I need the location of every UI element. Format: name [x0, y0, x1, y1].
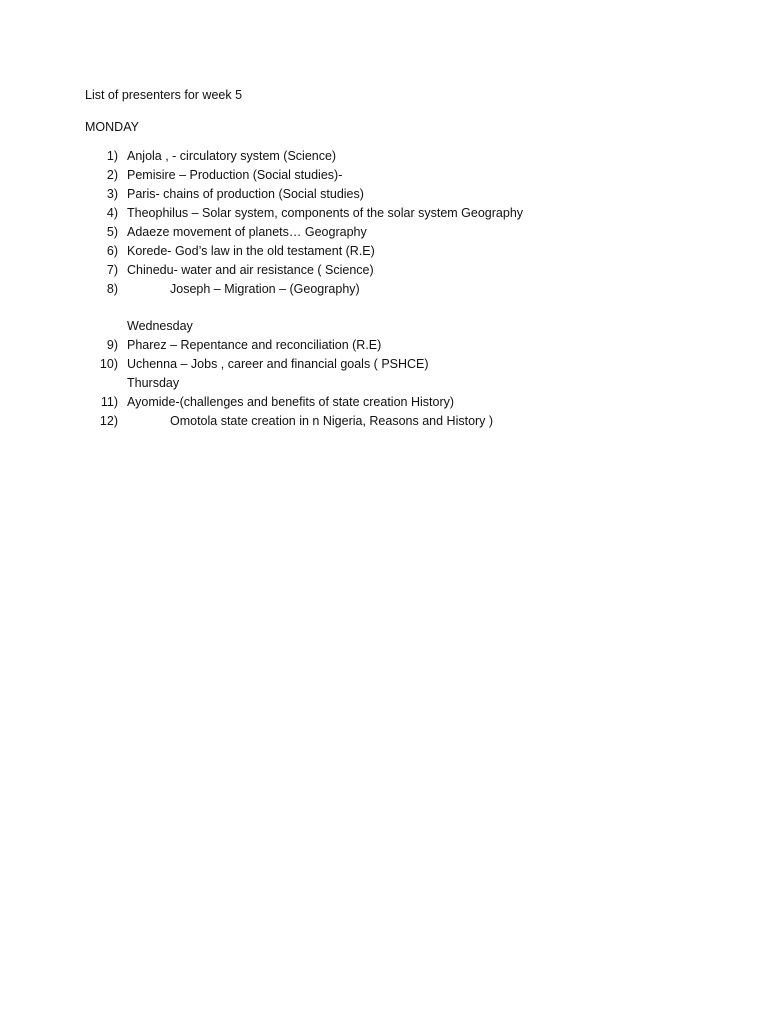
list-item-number: 10) [99, 357, 118, 371]
list-item-text: Theophilus – Solar system, components of the solar system Geography [127, 206, 524, 220]
list-item-number: 7) [106, 263, 118, 277]
list-item-text: Omotola state creation in n Nigeria, Reasons and History ) [170, 414, 494, 428]
list-item-number: 12) [99, 414, 118, 428]
thursday-heading: Thursday [127, 376, 180, 390]
list-item-number: 2) [106, 168, 118, 182]
list-item-number: 4) [106, 206, 118, 220]
list-item-text: Paris- chains of production (Social studies) [127, 187, 364, 201]
list-item-text: Pharez – Repentance and reconciliation (R.E) [127, 338, 382, 352]
list-item-text: Korede- God’s law in the old testament (R.E) [127, 244, 375, 258]
monday-heading: MONDAY [85, 120, 139, 134]
list-item-text: Uchenna – Jobs , career and financial goals ( PSHCE) [127, 357, 429, 371]
list-item-number: 6) [106, 244, 118, 258]
list-item-text: Adaeze movement of planets… Geography [127, 225, 367, 239]
list-item-number: 3) [106, 187, 118, 201]
list-item-text: Pemisire – Production (Social studies)- [127, 168, 343, 182]
list-item-text: Ayomide-(challenges and benefits of state creation History) [127, 395, 455, 409]
list-item-number: 11) [100, 395, 118, 409]
list-item-number: 8) [106, 282, 118, 296]
wednesday-heading: Wednesday [127, 319, 193, 333]
document-title: List of presenters for week 5 [85, 88, 243, 102]
list-item-number: 1) [106, 149, 118, 163]
list-item-number: 5) [106, 225, 118, 239]
list-item-text: Anjola , - circulatory system (Science) [127, 149, 337, 163]
list-item-number: 9) [106, 338, 118, 352]
list-item-text: Joseph – Migration – (Geography) [170, 282, 360, 296]
list-item-text: Chinedu- water and air resistance ( Science) [127, 263, 374, 277]
